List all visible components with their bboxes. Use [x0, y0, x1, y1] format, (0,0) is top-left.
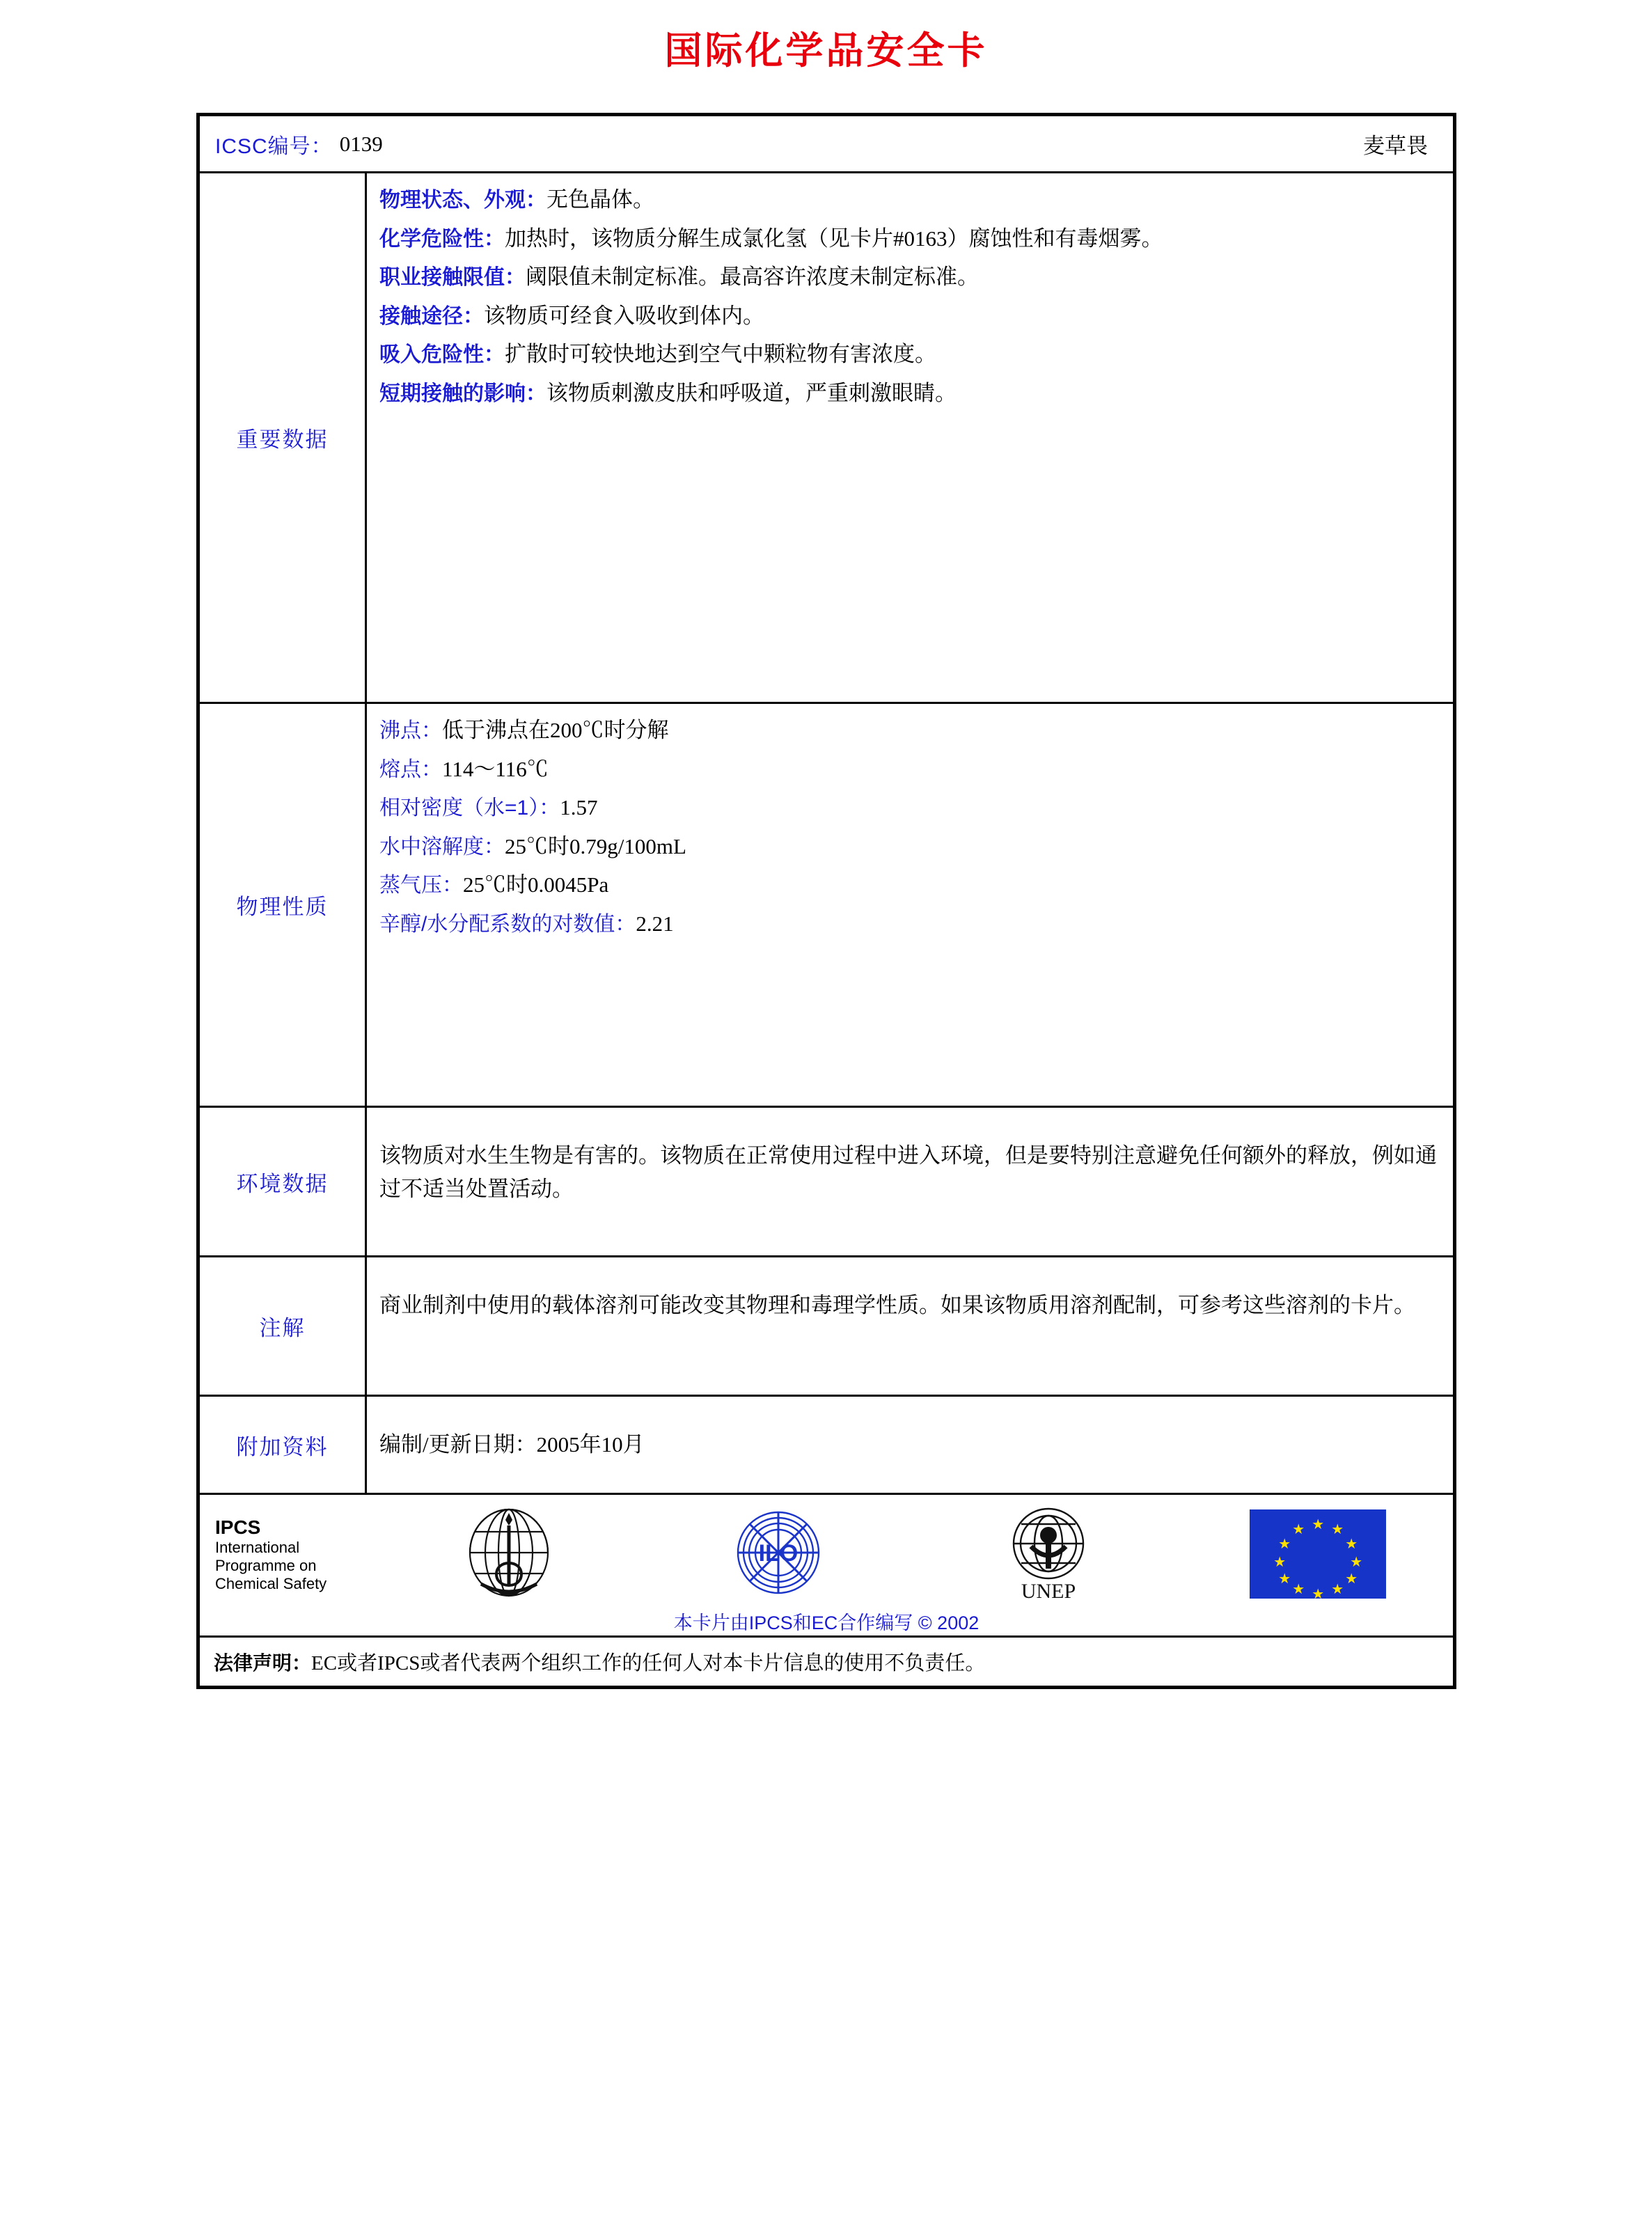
label-physical-properties	[200, 704, 367, 1106]
icsc-card	[196, 113, 1456, 1689]
ipcs-line-3: Chemical Safety	[215, 1574, 327, 1592]
prop-melting-point	[379, 753, 1439, 786]
entry-physical-state	[379, 183, 1439, 217]
body-physical-properties	[367, 704, 1453, 1106]
label-physical-properties-text: 物理性质	[236, 895, 329, 919]
prop-melting-point-key: 熔点：	[379, 758, 442, 781]
who-logo	[453, 1500, 565, 1608]
entry-chemical-hazard	[379, 222, 1439, 256]
eu-flag: ★ ★ ★ ★ ★ ★ ★ ★ ★ ★ ★ ★	[1250, 1509, 1386, 1599]
card-header	[200, 116, 1453, 173]
section-notes	[200, 1257, 1453, 1397]
unep-logo-cell	[913, 1500, 1183, 1608]
footer-logos	[200, 1495, 1453, 1638]
prop-relative-density-value: 1.57	[560, 795, 598, 820]
legal-notice-text: EC或者IPCS或者代表两个组织工作的任何人对本卡片信息的使用不负责任。	[311, 1652, 986, 1675]
entry-inhalation-risk-value: 扩散时可较快地达到空气中颗粒物有害浓度。	[505, 342, 936, 367]
entry-short-term-effects-value: 该物质刺激皮肤和呼吸道，严重刺激眼睛。	[546, 380, 957, 405]
prop-octanol-water-logp	[379, 907, 1439, 941]
entry-inhalation-risk-key: 吸入危险性：	[379, 343, 505, 367]
label-environmental-data-text: 环境数据	[236, 1171, 329, 1196]
entry-physical-state-key: 物理状态、外观：	[379, 189, 546, 212]
prop-water-solubility-value: 25℃时0.79g/100mL	[505, 833, 686, 858]
ilo-logo	[712, 1504, 844, 1605]
prop-octanol-water-logp-key: 辛醇/水分配系数的对数值：	[379, 912, 636, 936]
label-additional-info-text: 附加资料	[236, 1434, 329, 1459]
prop-water-solubility	[379, 830, 1439, 863]
additional-info-text: 编制/更新日期：2005年10月	[379, 1432, 645, 1457]
entry-exposure-limits-key: 职业接触限值：	[379, 266, 526, 290]
section-important-data	[200, 173, 1453, 704]
entry-routes-of-exposure-key: 接触途径：	[379, 304, 484, 328]
prop-octanol-water-logp-value: 2.21	[636, 911, 674, 936]
icsc-number-value: 0139	[339, 131, 383, 156]
section-environmental-data	[200, 1108, 1453, 1257]
prop-melting-point-value: 114～116℃	[442, 756, 549, 781]
section-additional-info	[200, 1397, 1453, 1495]
prop-boiling-point	[379, 714, 1439, 747]
section-physical-properties	[200, 704, 1453, 1108]
svg-text:ILO: ILO	[758, 1539, 799, 1567]
label-additional-info	[200, 1397, 367, 1493]
unep-logo	[982, 1500, 1115, 1608]
prop-boiling-point-value: 低于沸点在200℃时分解	[442, 718, 669, 742]
ipcs-line-1: International	[215, 1538, 300, 1556]
entry-exposure-limits-value: 阈限值未制定标准。最高容许浓度未制定标准。	[526, 265, 979, 290]
eu-flag-cell	[1183, 1509, 1454, 1603]
body-environmental-data	[367, 1108, 1453, 1255]
entry-chemical-hazard-key: 化学危险性：	[379, 227, 505, 251]
legal-notice-label: 法律声明：	[214, 1652, 312, 1674]
label-important-data	[200, 173, 367, 702]
body-important-data	[367, 173, 1453, 702]
legal-notice	[200, 1638, 1453, 1686]
label-important-data-text: 重要数据	[236, 427, 329, 452]
label-notes-text: 注解	[259, 1316, 306, 1340]
footer-credit: 本卡片由IPCS和EC合作编写 © 2002	[673, 1613, 980, 1634]
prop-vapour-pressure-value: 25℃时0.0045Pa	[463, 872, 609, 897]
entry-short-term-effects	[379, 377, 1439, 410]
entry-physical-state-value: 无色晶体。	[546, 187, 654, 212]
label-environmental-data	[200, 1108, 367, 1255]
prop-relative-density-key: 相对密度（水=1）：	[379, 797, 560, 820]
entry-routes-of-exposure	[379, 299, 1439, 333]
ipcs-block	[200, 1516, 374, 1593]
ipcs-line-2: Programme on	[215, 1556, 317, 1574]
prop-water-solubility-key: 水中溶解度：	[379, 835, 505, 858]
environmental-data-text: 该物质对水生生物是有害的。该物质在正常使用过程中进入环境，但是要特别注意避免任何额外的释放，例如通过不适当处置活动。	[379, 1143, 1437, 1202]
page-title: 国际化学品安全卡	[664, 30, 988, 72]
prop-vapour-pressure	[379, 868, 1439, 902]
prop-boiling-point-key: 沸点：	[379, 719, 442, 742]
icsc-number-label: ICSC编号：	[215, 134, 333, 158]
entry-routes-of-exposure-value: 该物质可经食入吸收到体内。	[484, 303, 764, 328]
entry-exposure-limits	[379, 260, 1439, 294]
entry-short-term-effects-key: 短期接触的影响：	[379, 382, 546, 405]
ilo-logo-cell	[644, 1504, 914, 1605]
substance-name: 麦草畏	[1363, 134, 1428, 158]
notes-text: 商业制剂中使用的载体溶剂可能改变其物理和毒理学性质。如果该物质用溶剂配制，可参考这些溶剂的卡片。	[379, 1293, 1415, 1317]
who-logo-cell	[374, 1500, 644, 1608]
ipcs-abbr: IPCS	[215, 1516, 261, 1538]
svg-text:UNEP: UNEP	[1021, 1579, 1076, 1603]
prop-relative-density	[379, 791, 1439, 824]
label-notes	[200, 1257, 367, 1395]
prop-vapour-pressure-key: 蒸气压：	[379, 874, 463, 897]
body-notes	[367, 1257, 1453, 1395]
entry-inhalation-risk	[379, 338, 1439, 371]
body-additional-info	[367, 1397, 1453, 1493]
entry-chemical-hazard-value: 加热时，该物质分解生成氯化氢（见卡片#0163）腐蚀性和有毒烟雾。	[505, 226, 1163, 251]
